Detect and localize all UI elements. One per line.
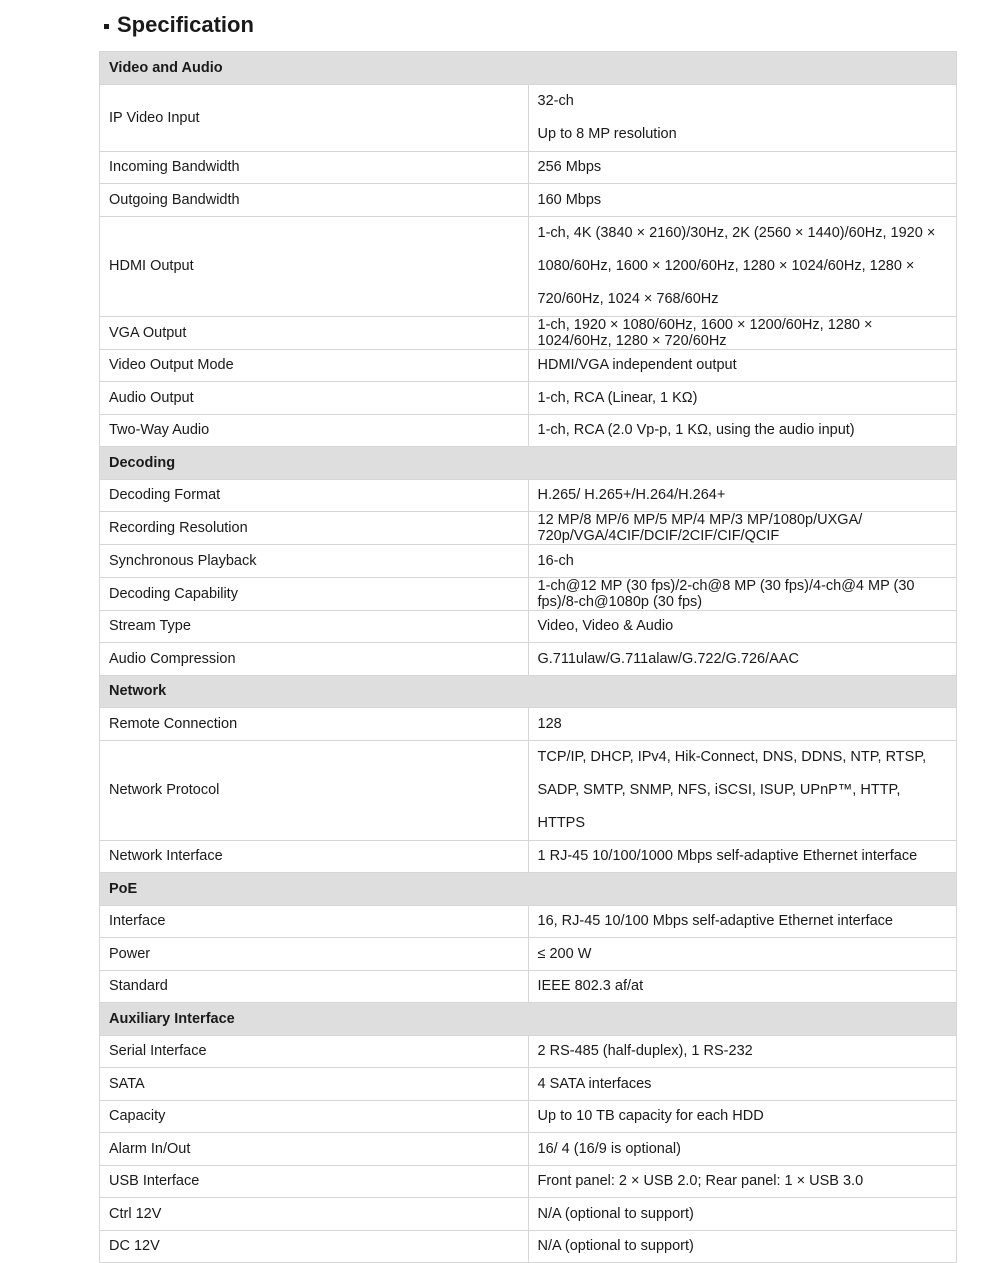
spec-value [528, 479, 957, 512]
spec-value [528, 151, 957, 184]
section-header-row [100, 675, 957, 708]
spec-value [528, 643, 957, 676]
table-row [100, 610, 957, 643]
spec-value-line: 2 RS-485 (half-duplex), 1 RS-232 [537, 1043, 753, 1060]
spec-value [528, 1068, 957, 1101]
spec-value [528, 610, 957, 643]
section-header: PoE [100, 873, 957, 906]
table-row [100, 512, 957, 545]
spec-value [528, 1198, 957, 1231]
spec-value-line: 160 Mbps [537, 191, 602, 208]
spec-value [528, 84, 957, 151]
spec-value-line: 1-ch@12 MP (30 fps)/2-ch@8 MP (30 fps)/4-ch@4 MP (30 fps)/8-ch@1080p (30 fps) [537, 577, 915, 610]
spec-value [528, 905, 957, 938]
spec-value-line: 1-ch, RCA (2.0 Vp-p, 1 KΩ, using the audio input) [537, 422, 855, 439]
table-row [100, 708, 957, 741]
spec-label: Interface [100, 905, 529, 938]
spec-label: Ctrl 12V [100, 1198, 529, 1231]
spec-label: Incoming Bandwidth [100, 151, 529, 184]
spec-value [528, 382, 957, 415]
spec-label: Video Output Mode [100, 349, 529, 382]
spec-label: Two-Way Audio [100, 414, 529, 447]
spec-value [528, 1230, 957, 1263]
table-row [100, 382, 957, 415]
spec-label: Power [100, 938, 529, 971]
spec-label: USB Interface [100, 1165, 529, 1198]
spec-value-line: 1-ch, 1920 × 1080/60Hz, 1600 × 1200/60Hz, 1280 × 1024/60Hz, 1280 × 720/60Hz [537, 316, 873, 349]
table-row [100, 1100, 957, 1133]
table-row [100, 184, 957, 217]
spec-value-line: G.711ulaw/G.711alaw/G.722/G.726/AAC [537, 650, 799, 667]
section-header-row [100, 873, 957, 906]
spec-value-line: Up to 8 MP resolution [537, 125, 677, 142]
section-header-row [100, 1003, 957, 1036]
spec-value [528, 970, 957, 1003]
spec-label: Network Interface [100, 840, 529, 873]
table-row [100, 970, 957, 1003]
spec-value-line: 16, RJ-45 10/100 Mbps self-adaptive Ethernet interface [537, 913, 893, 930]
table-row [100, 643, 957, 676]
table-row [100, 216, 957, 316]
page-title-text: Specification [117, 12, 254, 37]
spec-label: IP Video Input [100, 84, 529, 151]
spec-value-line: H.265/ H.265+/H.264/H.264+ [537, 487, 726, 504]
table-row [100, 316, 957, 349]
spec-value [528, 1133, 957, 1166]
table-row [100, 1133, 957, 1166]
table-row [100, 1198, 957, 1231]
spec-value-line: N/A (optional to support) [537, 1238, 694, 1255]
spec-label: Audio Compression [100, 643, 529, 676]
table-row [100, 545, 957, 578]
spec-value-line: 4 SATA interfaces [537, 1075, 652, 1092]
spec-value [528, 740, 957, 840]
table-row [100, 577, 957, 610]
spec-label: Network Protocol [100, 740, 529, 840]
spec-label: Capacity [100, 1100, 529, 1133]
spec-value [528, 938, 957, 971]
table-row [100, 905, 957, 938]
spec-label: Recording Resolution [100, 512, 529, 545]
spec-value-line: IEEE 802.3 af/at [537, 978, 644, 995]
table-row [100, 1165, 957, 1198]
table-row [100, 349, 957, 382]
section-header-row [100, 52, 957, 85]
spec-value [528, 1035, 957, 1068]
section-header: Decoding [100, 447, 957, 480]
spec-value-line: 256 Mbps [537, 159, 602, 176]
spec-label: Standard [100, 970, 529, 1003]
spec-value [528, 840, 957, 873]
spec-value-line: 1-ch, RCA (Linear, 1 KΩ) [537, 389, 698, 406]
spec-value [528, 545, 957, 578]
spec-label: VGA Output [100, 316, 529, 349]
spec-value-line: 1-ch, 4K (3840 × 2160)/30Hz, 2K (2560 × 1440)/60Hz, 1920 × 1080/60Hz, 1600 × 1200/60Hz, 1280 × 1024/60Hz, 1280 × 720/60Hz, 1024 × 768/60Hz [537, 224, 936, 307]
spec-value-line: Front panel: 2 × USB 2.0; Rear panel: 1 × USB 3.0 [537, 1173, 864, 1190]
specification-table [99, 51, 957, 1263]
spec-value [528, 216, 957, 316]
spec-label: Decoding Capability [100, 577, 529, 610]
spec-value [528, 184, 957, 217]
spec-value-line: Up to 10 TB capacity for each HDD [537, 1108, 764, 1125]
spec-value [528, 1165, 957, 1198]
spec-label: Remote Connection [100, 708, 529, 741]
table-row [100, 840, 957, 873]
table-row [100, 1035, 957, 1068]
spec-value-line: Video, Video & Audio [537, 618, 674, 635]
table-row [100, 1068, 957, 1101]
spec-value-line: ≤ 200 W [537, 945, 592, 962]
spec-label: HDMI Output [100, 216, 529, 316]
spec-value-line: 128 [537, 715, 562, 732]
page-title [104, 10, 254, 40]
spec-value-line: N/A (optional to support) [537, 1205, 694, 1222]
spec-label: Audio Output [100, 382, 529, 415]
spec-value [528, 316, 957, 349]
spec-value [528, 349, 957, 382]
spec-value [528, 414, 957, 447]
spec-label: SATA [100, 1068, 529, 1101]
bullet-icon [104, 24, 109, 29]
spec-value-line: TCP/IP, DHCP, IPv4, Hik-Connect, DNS, DDNS, NTP, RTSP, SADP, SMTP, SNMP, NFS, iSCSI, ISUP, UPnP™, HTTP, HTTPS [537, 748, 927, 831]
spec-value-line: 16/ 4 (16/9 is optional) [537, 1140, 681, 1157]
table-row [100, 151, 957, 184]
spec-label: Serial Interface [100, 1035, 529, 1068]
spec-label: Stream Type [100, 610, 529, 643]
section-header: Network [100, 675, 957, 708]
spec-value-line: 1 RJ-45 10/100/1000 Mbps self-adaptive Ethernet interface [537, 848, 918, 865]
table-row [100, 740, 957, 840]
spec-value-line: 16-ch [537, 552, 574, 569]
table-row [100, 1230, 957, 1263]
spec-label: Outgoing Bandwidth [100, 184, 529, 217]
spec-label: Decoding Format [100, 479, 529, 512]
section-header: Auxiliary Interface [100, 1003, 957, 1036]
table-row [100, 479, 957, 512]
section-header-row [100, 447, 957, 480]
spec-value [528, 577, 957, 610]
spec-value [528, 512, 957, 545]
spec-value [528, 1100, 957, 1133]
spec-label: Alarm In/Out [100, 1133, 529, 1166]
spec-value-line: 32-ch [537, 92, 574, 109]
spec-value-line: HDMI/VGA independent output [537, 357, 737, 374]
table-row [100, 84, 957, 151]
table-row [100, 938, 957, 971]
section-header: Video and Audio [100, 52, 957, 85]
spec-label: DC 12V [100, 1230, 529, 1263]
spec-value [528, 708, 957, 741]
spec-label: Synchronous Playback [100, 545, 529, 578]
table-row [100, 414, 957, 447]
spec-value-line: 12 MP/8 MP/6 MP/5 MP/4 MP/3 MP/1080p/UXGA/ 720p/VGA/4CIF/DCIF/2CIF/CIF/QCIF [537, 512, 863, 544]
